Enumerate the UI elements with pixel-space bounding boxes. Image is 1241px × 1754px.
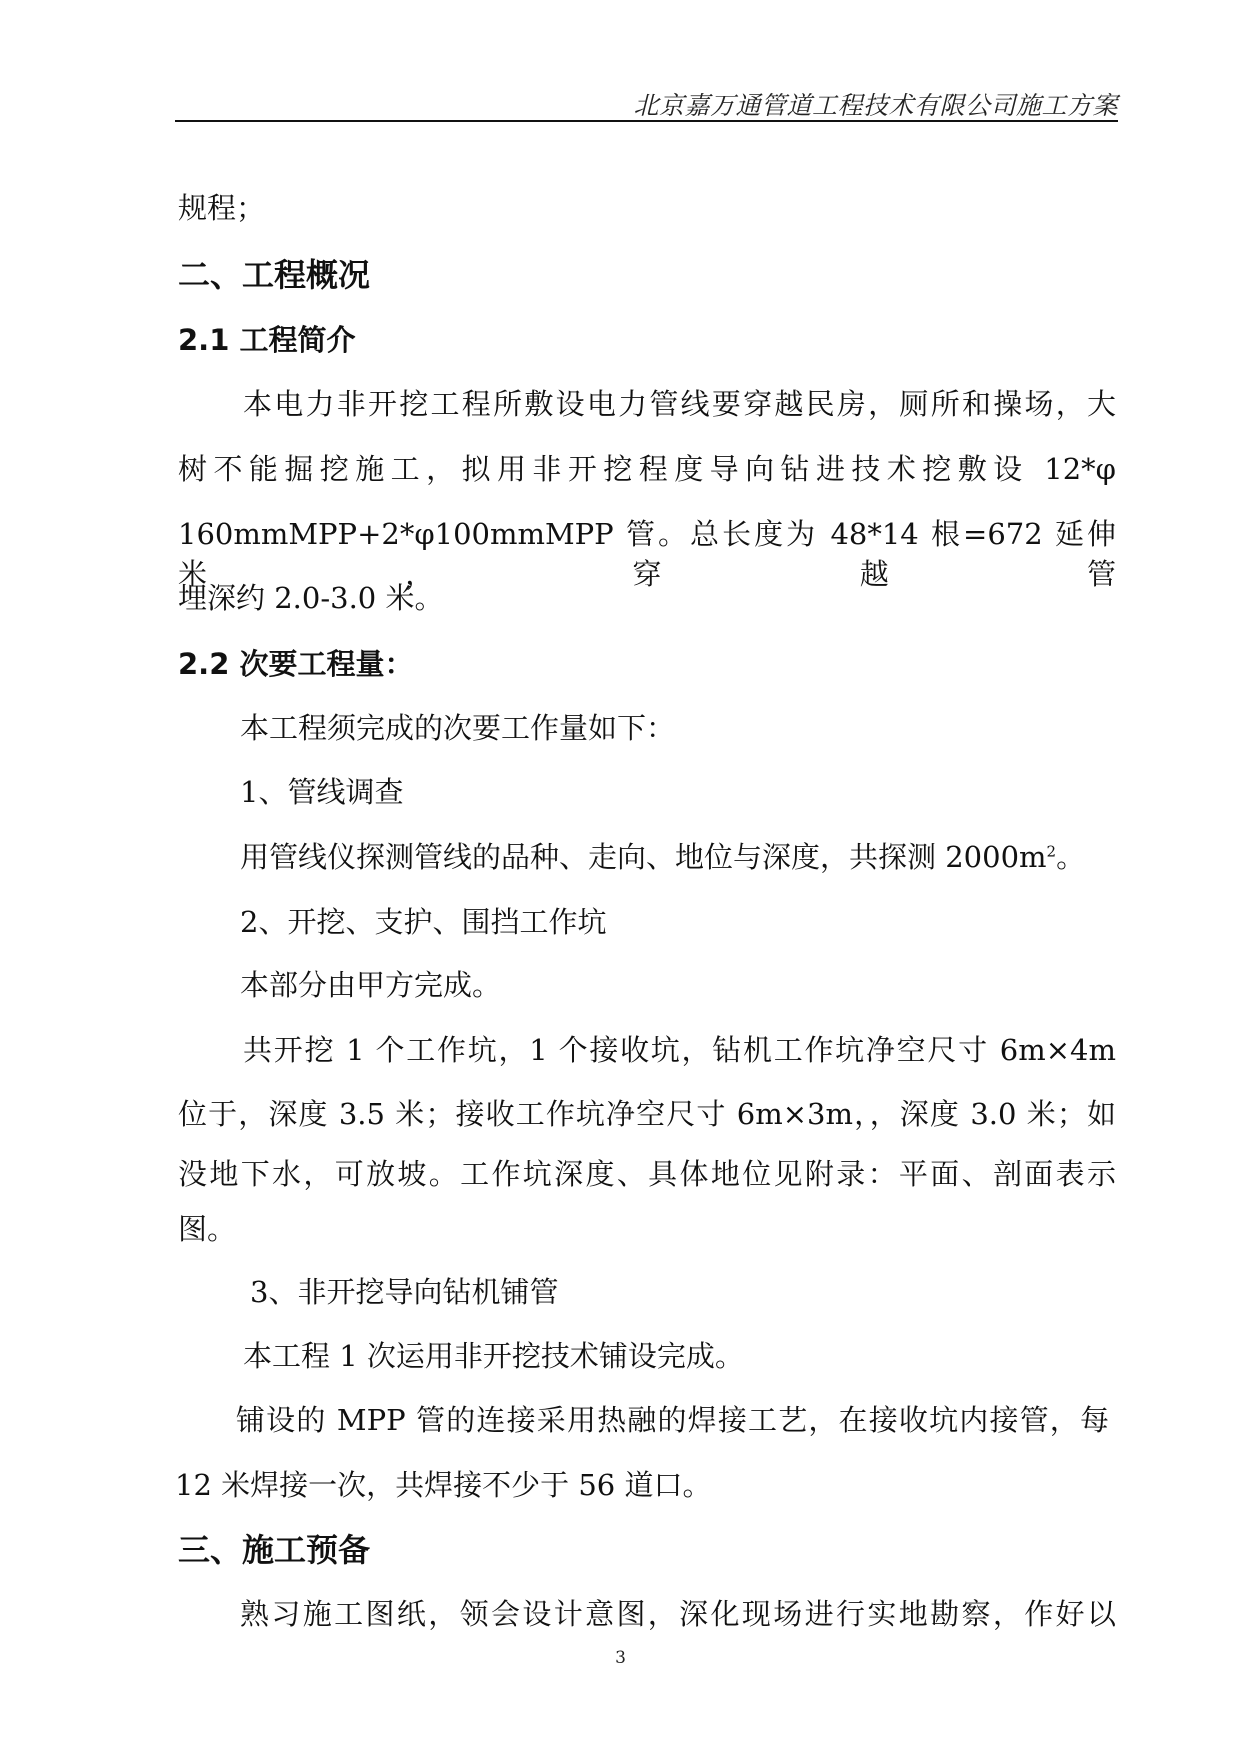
paragraph-line: 本工程须完成的次要工作量如下：: [240, 711, 676, 745]
section-heading-3: 三、施工预备: [178, 1531, 371, 1569]
subsection-heading-2-1: 2.1 工程简介: [178, 323, 356, 357]
list-item-1: 1、管线调查: [240, 775, 404, 809]
paragraph-line: 12 米焊接一次，共焊接不少于 56 道口。: [175, 1468, 712, 1502]
paragraph-line: 位于，深度 3.5 米；接收工作坑净空尺寸 6m×3m，，深度 3.0 米；如: [178, 1097, 1116, 1131]
header-rule: [175, 120, 1118, 122]
paragraph-text: 。: [1056, 840, 1086, 874]
paragraph-line: 规程；: [178, 191, 266, 225]
paragraph-line: 没地下水，可放坡。工作坑深度、具体地位见附录：平面、剖面表示: [178, 1157, 1116, 1191]
paragraph-line: 本电力非开挖工程所敷设电力管线要穿越民房，厕所和操场，大: [243, 387, 1116, 421]
list-item-3: 3、非开挖导向钻机铺管: [250, 1275, 559, 1309]
paragraph-line: 本部分由甲方完成。: [240, 968, 502, 1002]
paragraph-text: 用管线仪探测管线的品种、走向、地位与深度，共探测 2000m: [240, 840, 1047, 874]
subsection-heading-2-2: 2.2 次要工程量：: [178, 647, 414, 681]
paragraph-line: 共开挖 1 个工作坑，1 个接收坑，钻机工作坑净空尺寸 6m×4m: [243, 1033, 1116, 1067]
paragraph-line: 熟习施工图纸，领会设计意图，深化现场进行实地勘察，作好以: [240, 1597, 1116, 1631]
list-item-2: 2、开挖、支护、围挡工作坑: [240, 905, 607, 939]
paragraph-line: 本工程 1 次运用非开挖技术铺设完成。: [243, 1339, 744, 1373]
page-number: 3: [615, 1648, 626, 1668]
paragraph-line: 树不能掘挖施工，拟用非开挖程度导向钻进技术挖敷设 12*φ: [178, 452, 1116, 486]
paragraph-line: 埋深约 2.0-3.0 米。: [178, 581, 444, 615]
paragraph-line: [240, 837, 1178, 877]
section-heading-2: 二、工程概况: [178, 256, 371, 294]
page-header: 北京嘉万通管道工程技术有限公司施工方案: [633, 91, 1118, 120]
paragraph-line: 图。: [178, 1212, 237, 1246]
superscript: 2: [1046, 842, 1057, 861]
paragraph-line: 铺设的 MPP 管的连接采用热融的焊接工艺，在接收坑内接管，每: [236, 1403, 1109, 1437]
paragraph-line: 160mmMPP+2*φ100mmMPP 管。总长度为 48*14 根=672 延伸米，穿越管: [178, 517, 1116, 591]
